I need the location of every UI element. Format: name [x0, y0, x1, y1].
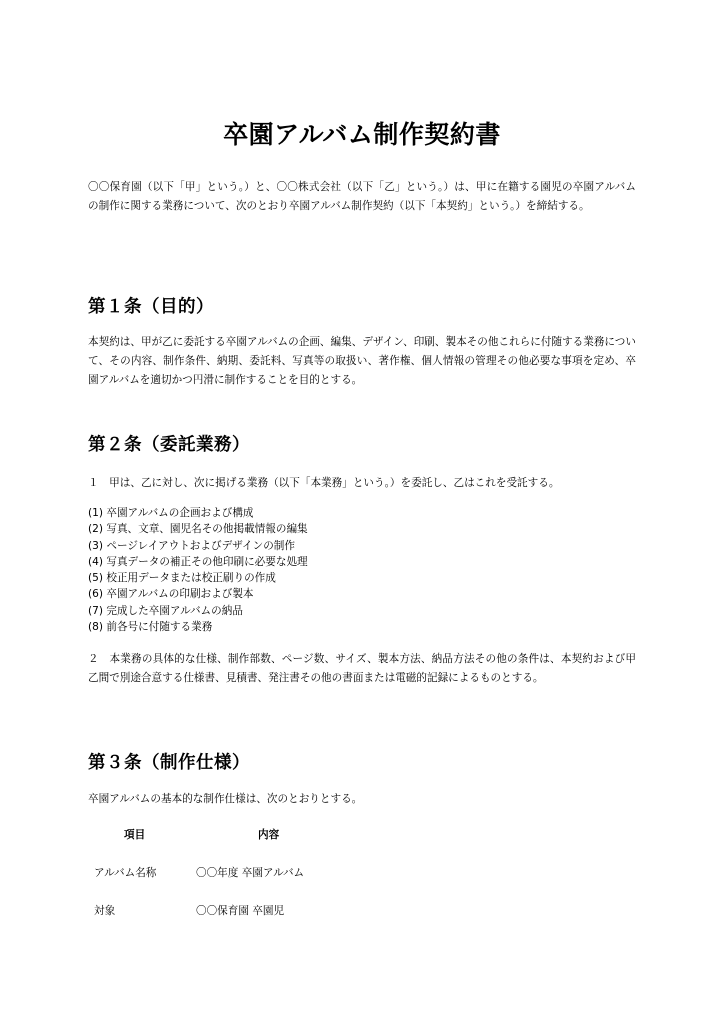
article-2-heading: 第２条（委託業務） [88, 435, 250, 455]
spec-table-cell-item: 対象 [94, 905, 116, 917]
spec-table-cell-content: 〇〇保育園 卒園児 [196, 905, 285, 917]
list-item: (8) 前各号に付随する業務 [88, 621, 213, 634]
article-2-clause-2: ２ 本業務の具体的な仕様、制作部数、ページ数、サイズ、製本方法、納品方法その他の条件は、本契約および甲乙間で別途合意する仕様書、見積書、発注書その他の書面または電磁的記録によるものとする。 [88, 653, 636, 684]
article-3-heading: 第３条（制作仕様） [88, 753, 250, 773]
article-1-heading: 第１条（目的） [88, 297, 214, 317]
document-title: 卒園アルバム制作契約書 [223, 120, 501, 149]
spec-table-cell-content: 〇〇年度 卒園アルバム [196, 867, 305, 879]
article-1-body: 本契約は、甲が乙に委託する卒園アルバムの企画、編集、デザイン、印刷、製本その他これらに付随する業務について、その内容、制作条件、納期、委託料、写真等の取扱い、著作権、個人情報の管理その他必要な事項を定め、卒園アルバムを適切かつ円滑に制作することを目的とする。 [88, 336, 636, 386]
article-2-item-list [88, 505, 308, 635]
spec-table-header-content: 内容 [258, 829, 280, 841]
article-2-clause-1: １ 甲は、乙に対し、次に掲げる業務（以下「本業務」という。）を委託し、乙はこれを受託する。 [88, 477, 560, 489]
list-item: (6) 卒園アルバムの印刷および製本 [88, 588, 254, 601]
list-item: (4) 写真データの補正その他印刷に必要な処理 [88, 555, 308, 568]
list-item: (1) 卒園アルバムの企画および構成 [88, 507, 254, 519]
list-item: (3) ページレイアウトおよびデザインの制作 [88, 539, 295, 552]
list-item: (2) 写真、文章、園児名その他掲載情報の編集 [88, 523, 308, 536]
list-item: (5) 校正用データまたは校正刷りの作成 [88, 572, 276, 585]
preamble-paragraph: 〇〇保育園（以下「甲」という。）と、〇〇株式会社（以下「乙」という。）は、甲に在籍する園児の卒園アルバムの制作に関する業務について、次のとおり卒園アルバム制作契約（以下「本契約」という。）を締結する。 [88, 181, 636, 212]
spec-table-cell-item: アルバム名称 [94, 867, 157, 879]
spec-table-header-item: 項目 [124, 829, 146, 841]
list-item: (7) 完成した卒園アルバムの納品 [88, 604, 243, 617]
article-3-intro: 卒園アルバムの基本的な制作仕様は、次のとおりとする。 [88, 793, 363, 805]
